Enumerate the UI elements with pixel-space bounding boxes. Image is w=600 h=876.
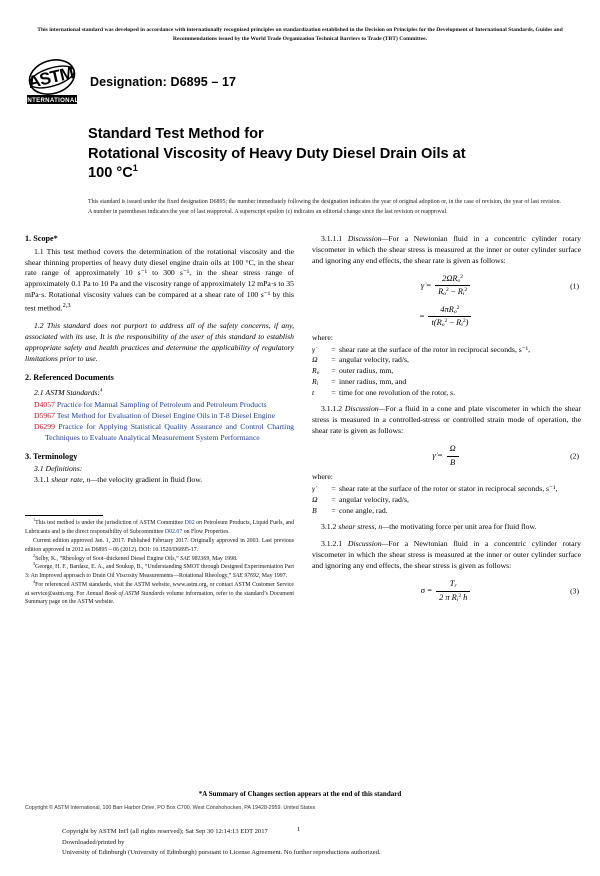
equation-2: γ̇ = $\frac{\Omega}{B}$ (2) — [432, 444, 579, 467]
license-line-2: Downloaded/printed by — [62, 838, 125, 846]
title-block — [88, 125, 575, 183]
equation-3-lhs: σ — [420, 586, 426, 596]
astm-logo-banner-text: INTERNATIONAL — [25, 97, 79, 105]
discussion-3-1-1-1: 3.1.1.1 Discussion—For a Newtonian fluid in a concentric cylinder rotary viscometer in which the shear stress is measured at the inner or outer cylinder surface and ignoring any end effects, the shear rate is given as follows: — [312, 233, 581, 265]
reference-id[interactable]: D4057 — [34, 399, 55, 409]
designation-row — [25, 56, 575, 108]
where-row: t = time for one revolution of the rotor, s. — [312, 388, 581, 399]
designation-label: Designation: D6895 – 17 — [90, 75, 237, 90]
where-label-2: where: — [312, 472, 333, 482]
reference-title[interactable]: Practice for Manual Sampling of Petroleum and Petroleum Products — [56, 399, 267, 409]
where-symbol: $R_i$ — [312, 376, 319, 387]
where-definition: time for one revolution of the rotor, s. — [339, 387, 456, 397]
license-line-1: Copyright by ASTM Int'l (all rights reserved); Sat Sep 30 12:14:13 EDT 2017 — [62, 827, 268, 835]
definitions-label: 3.1 Definitions: — [34, 464, 83, 474]
title-line-2: Rotational Viscosity of Heavy Duty Diesel Drain Oils at — [88, 145, 466, 162]
section-heading-terminology: 3. Terminology — [25, 451, 78, 461]
where-row: B = cone angle, rad. — [312, 506, 581, 517]
left-column — [25, 234, 294, 607]
scope-footnote-markers: 2,3 — [62, 302, 71, 310]
where-symbol: γ̇ — [312, 344, 316, 354]
paragraph-1-2: 1.2 This standard does not purport to address all of the safety concerns, if any, associated with its use. It is the responsibility of the user of this standard to establish appropriate safety and health practices and determine the applicability of regulatory limitations prior to use. — [25, 320, 294, 363]
where-definition: cone angle, rad. — [339, 505, 388, 515]
discussion-3-1-2-1: 3.1.2.1 Discussion—For a Newtonian fluid in a concentric cylinder rotary viscometer in which the shear stress is measured at the inner or outer cylinder surface and ignoring any end effects, the shear stress is given as follows: — [312, 539, 581, 571]
reference-title[interactable]: Practice for Applying Statistical Quality Assurance and Control Charting Techniques to Evaluate Analytical Measurement System Performance — [45, 421, 295, 442]
equation-2-fraction: $\frac{\Omega}{B}$ — [447, 444, 459, 468]
license-line-3: University of Edinburgh (University of Edinburgh) pursuant to License Agreement. No further reproductions authorized. — [62, 849, 381, 857]
reference-title[interactable]: Test Method for Evaluation of Diesel Engine Oils in T-8 Diesel Engine — [56, 410, 276, 420]
equation-3: σ = $\frac{T_r}{2 \pi R_i^2 h}$ (3) — [420, 579, 579, 603]
page-title — [88, 125, 575, 183]
title-line-1: Standard Test Method for — [88, 126, 264, 143]
reference-item[interactable] — [25, 411, 294, 422]
where-symbol: Ω — [312, 355, 318, 365]
reference-item[interactable] — [25, 422, 294, 444]
definition-3-1-2: 3.1.2 shear stress, n—the motivating force per unit area for fluid flow. — [321, 522, 537, 532]
where-definition: angular velocity, rad/s, — [339, 494, 409, 504]
where-definition: inner radius, mm, and — [339, 376, 407, 386]
copyright-line: Copyright © ASTM International, 100 Barr Harbor Drive, PO Box C700, West Conshohocken, PA 19428-2959. United States — [25, 805, 316, 811]
reference-item[interactable] — [25, 400, 294, 411]
equation-2-number: (2) — [570, 451, 579, 461]
equation-1-continued: = $\frac{4\pi R_o^2}{t(R_o^2 - R_i^2)}$ — [312, 305, 581, 329]
where-symbol: $R_o$ — [312, 366, 320, 377]
where-list-1 — [312, 345, 581, 399]
equation-1-number: (1) — [570, 281, 579, 291]
equation-3-fraction: $\frac{T_r}{2 \pi R_i^2 h}$ — [436, 579, 470, 603]
committee-link[interactable]: D02 — [184, 520, 195, 527]
equation-1-fraction-b: $\frac{4\pi R_o^2}{t(R_o^2 - R_i^2)}$ — [428, 305, 471, 329]
where-row: γ̇ = shear rate at the surface of the rotor or stator in reciprocal seconds, s⁻¹, — [312, 484, 581, 495]
equation-1-lhs: γ̇ — [420, 280, 425, 290]
where-row: Ω = angular velocity, rad/s, — [312, 495, 581, 506]
where-label-1: where: — [312, 332, 333, 342]
equation-1-fraction-a: $\frac{2\Omega R_o^2}{R_o^2 - R_i^2}$ — [435, 274, 470, 298]
document-page — [0, 26, 600, 876]
equation-1: γ̇ = $\frac{2\Omega R_o^2}{R_o^2 - R_i^2}$ (1) — [420, 273, 579, 298]
where-symbol: Ω — [312, 494, 318, 504]
discussion-3-1-1-2: 3.1.1.2 Discussion—For a fluid in a cone and plate viscometer in which the shear stress is measured in a controlled-stress or controlled strain mode of operation, the shear rate is given as follows: — [312, 404, 581, 436]
section-heading-referenced-documents: 2. Referenced Documents — [25, 372, 114, 382]
page-number: 1 — [297, 826, 301, 833]
subcommittee-link[interactable]: D02.07 — [164, 529, 183, 536]
paragraph-1-1: 1.1 This test method covers the determination of the rotational viscosity and the shear thinning properties of heavy duty diesel engine drain oils at 100 °C, in the shear rate range of approximately 10 s⁻¹ to 300 s⁻¹, in the shear stress range of approximately 0.1 Pa to 10 Pa and the viscosity range of approximately 12 mPa·s to 35 mPa·s. Rotational viscosity values can be compared at a shear rate of 100 s⁻¹ by this test method.$^{2,3}$ — [25, 246, 294, 313]
where-row: $R_o$ = outer radius, mm, — [312, 366, 581, 377]
equation-2-lhs: γ̇ — [432, 451, 436, 461]
reference-id[interactable]: D5967 — [34, 410, 55, 420]
footnote-4: $^4$For referenced ASTM standards, visit the ASTM website, www.astm.org, or contact ASTM Customer Service at service@astm.org. For Annual Book of ASTM Standards volume information, refer to the standard’s Document Summary page on the ASTM website. — [25, 578, 294, 606]
summary-of-changes-note: *A Summary of Changes section appears at the end of this standard — [198, 790, 402, 798]
equation-3-number: (3) — [570, 586, 579, 596]
right-column — [312, 234, 581, 607]
where-row: γ̇ = shear rate at the surface of the rotor in reciprocal seconds, s⁻¹, — [312, 345, 581, 356]
where-definition: shear rate at the surface of the rotor in reciprocal seconds, s⁻¹, — [339, 344, 530, 354]
where-definition: outer radius, mm, — [339, 366, 394, 376]
footnote-1-edition: Current edition approved Jan. 1, 2017. Published February 2017. Originally approved in 2003. Last previous edition approved in 2012 as D6895 – 06 (2012). DOI: 10.1520/D6895-17. — [25, 538, 294, 553]
title-line-3: 100 $^\circ C^1$ — [88, 162, 138, 181]
referenced-standards-subheading: 2.1 ASTM Standards:$^4$ — [34, 388, 103, 398]
astm-logo — [25, 56, 81, 108]
where-row: $R_i$ = inner radius, mm, and — [312, 377, 581, 388]
issue-note: This standard is issued under the fixed designation D6895; the number immediately following the designation indicates the year of original adoption or, in the case of revision, the year of last revision. A number in parentheses indicates the year of last reapproval. A superscript epsilon (ε) indicates an editorial change since the last revision or reapproval. — [88, 199, 561, 215]
where-symbol: γ̇ — [312, 484, 316, 494]
where-row: Ω = angular velocity, rad/s, — [312, 355, 581, 366]
where-list-2 — [312, 484, 581, 516]
footnote-2: $^2$Selby, K., “Rheology of Soot–thickened Diesel Engine Oils,” SAE 981369, May 1998. — [33, 552, 238, 562]
footnote-3: $^3$George, H. F., Bardasz, E. A., and Soukup, B., “Understanding SMOT through Designed Experimentation Part 3: An Improved approach to Drain Oil Viscosity Measurements—Rotational Rheology,” SAE 97692, May 1997. — [25, 561, 294, 580]
where-definition: shear rate at the surface of the rotor or stator in reciprocal seconds, s⁻¹, — [339, 484, 558, 494]
reference-id[interactable]: D6299 — [34, 421, 55, 431]
footnotes-block — [25, 515, 294, 607]
license-block — [62, 827, 381, 859]
definition-3-1-1: 3.1.1 shear rate, n—the velocity gradient in fluid flow. — [34, 475, 203, 485]
tbt-committee-note: This international standard was developed in accordance with internationally recognized principles on standardization established in the Decision on Principles for the Development of International Standards, Guides and Recommendations issued by the World Trade Organization Technical Barriers to Trade (TBT) Committee. — [37, 27, 563, 42]
svg-text:ASTM: ASTM — [26, 63, 76, 93]
where-symbol: t — [312, 387, 315, 397]
footnote-separator-rule — [25, 515, 103, 516]
where-symbol: B — [312, 505, 317, 515]
section-heading-scope: 1. Scope* — [25, 233, 58, 243]
footnote-1: $^1$This test method is under the jurisdiction of ASTM Committee D02 on Petroleum Products, Liquid Fuels, and Lubricants and is the direct responsibility of Subcommittee D02.07 on Flow Properties. — [25, 517, 295, 536]
body-columns — [25, 233, 581, 607]
where-definition: angular velocity, rad/s, — [339, 355, 409, 365]
title-footnote-marker: 1 — [132, 162, 138, 173]
